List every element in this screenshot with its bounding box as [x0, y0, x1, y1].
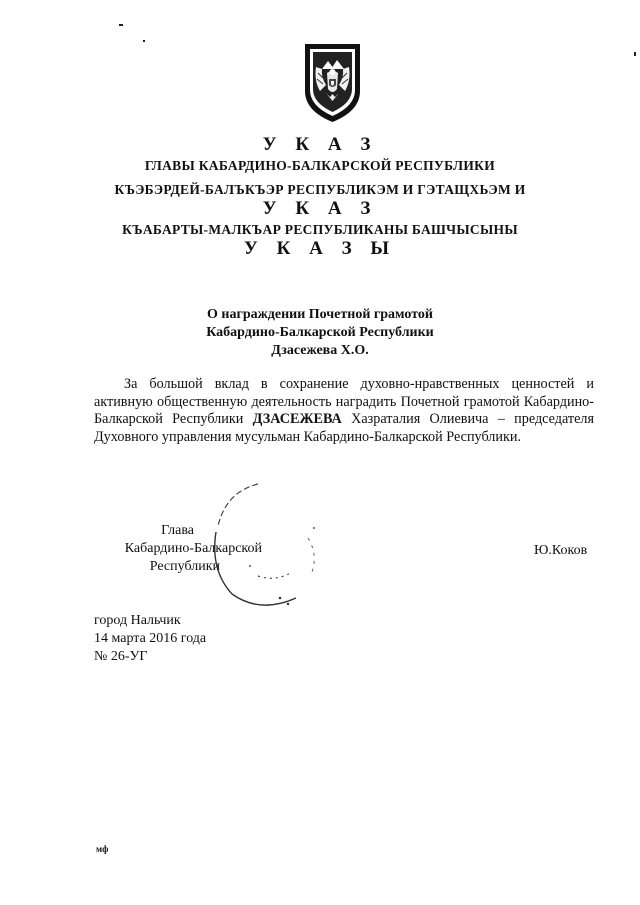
decree-issuer-krc: КЪАБАРТЫ-МАЛКЪАР РЕСПУБЛИКАНЫ БАШЧЫСЫНЫ	[122, 222, 518, 237]
decree-title-kbd: У К А З	[262, 198, 378, 219]
decree-date: 14 марта 2016 года	[94, 631, 207, 646]
signatory-title-line: Республики	[149, 559, 220, 574]
scan-speck	[143, 40, 145, 42]
executor-initials: мф	[96, 844, 109, 854]
scan-speck	[634, 52, 636, 56]
coat-of-arms-emblem	[304, 43, 361, 123]
body-text-after: Хазраталия Олиевича – председателя Духовного управления мусульман Кабардино-Балкарской Республики.	[94, 411, 595, 445]
decree-title-krc: У К А З Ы	[243, 238, 397, 259]
body-paragraph	[94, 376, 594, 446]
decree-place-date	[94, 612, 206, 666]
signatory-title-line: Кабардино-Балкарской	[124, 541, 262, 556]
subject-line: Кабардино-Балкарской Республики	[206, 325, 434, 340]
awardee-surname: ДЗАСЕЖЕВА	[252, 411, 342, 427]
decree-body	[94, 376, 594, 446]
scan-speck	[119, 24, 123, 26]
subject-line: Дзасежева Х.О.	[271, 343, 369, 358]
signatory-title-line: Глава	[161, 523, 194, 538]
decree-title-ru: У К А З	[262, 134, 378, 155]
decree-issuer-ru: ГЛАВЫ КАБАРДИНО-БАЛКАРСКОЙ РЕСПУБЛИКИ	[144, 158, 496, 173]
decree-issuer-kbd: КЪЭБЭРДЕЙ-БАЛЪКЪЭР РЕСПУБЛИКЭМ И ГЭТАЩХЬЭМ И	[114, 182, 526, 197]
signatory-name: Ю.Коков	[534, 543, 588, 558]
decree-subject	[0, 306, 640, 360]
signatory-title	[90, 522, 262, 576]
body-text-before: За большой вклад в сохранение духовно-нравственных ценностей и активную общественную деятельность наградить Почетной грамотой Кабардино-Балкарской Республики	[94, 376, 594, 427]
city: город Нальчик	[94, 613, 181, 628]
subject-line: О награждении Почетной грамотой	[207, 307, 433, 322]
decree-number: № 26-УГ	[94, 649, 148, 664]
eagle-shield-icon	[304, 43, 361, 123]
